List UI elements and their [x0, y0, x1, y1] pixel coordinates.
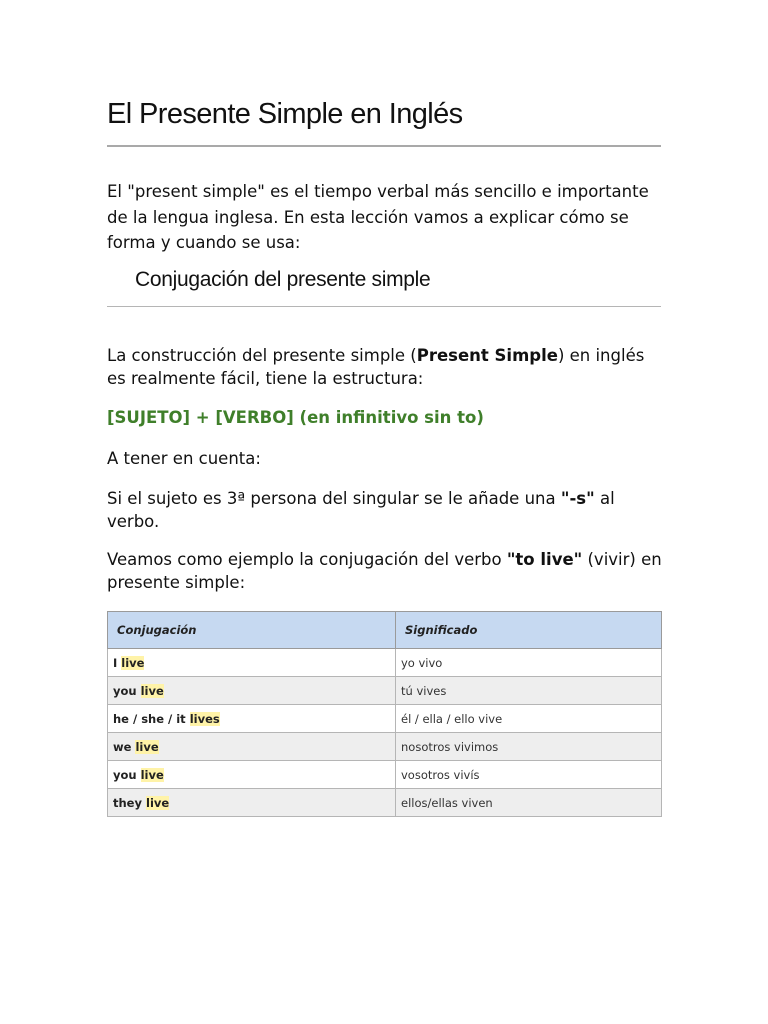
subject-text: I	[113, 655, 118, 670]
rule-bold: "-s"	[560, 489, 595, 508]
verb-highlight: live	[121, 655, 145, 670]
construction-bold: Present Simple	[416, 346, 558, 365]
header-conjugacion: Conjugación	[108, 612, 396, 649]
note-label: A tener en cuenta:	[107, 449, 261, 468]
meaning-cell: él / ella / ello vive	[396, 705, 662, 733]
subject-text: we	[113, 739, 132, 754]
verb-highlight: live	[140, 683, 164, 698]
conjugation-cell	[108, 677, 396, 705]
structure-formula: [SUJETO] + [VERBO] (en infinitivo sin to)	[107, 408, 484, 427]
header-significado: Significado	[396, 612, 662, 649]
construction-paragraph	[107, 344, 667, 390]
example-bold: "to live"	[506, 550, 583, 569]
subject-text: you	[113, 683, 137, 698]
verb-highlight: lives	[189, 711, 220, 726]
verb-highlight: live	[135, 739, 159, 754]
verb-highlight: live	[140, 767, 164, 782]
example-text-start: Veamos como ejemplo la conjugación del verbo	[107, 550, 507, 569]
conjugation-table	[107, 611, 662, 817]
conjugation-cell	[108, 789, 396, 817]
meaning-cell: ellos/ellas viven	[396, 789, 662, 817]
construction-text-end: ) en inglés es realmente fácil, tiene la estructura:	[107, 346, 645, 388]
table-row	[108, 649, 662, 677]
section-title: Conjugación del presente simple	[135, 268, 431, 291]
meaning-cell: vosotros vivís	[396, 761, 662, 789]
table-row	[108, 733, 662, 761]
meaning-cell: yo vivo	[396, 649, 662, 677]
conjugation-cell	[108, 705, 396, 733]
rule-paragraph	[107, 487, 667, 533]
page-title: El Presente Simple en Inglés	[107, 98, 463, 130]
table-row	[108, 705, 662, 733]
table-row	[108, 677, 662, 705]
rule-text-start: Si el sujeto es 3ª persona del singular se le añade una	[107, 489, 561, 508]
subject-text: they	[113, 795, 142, 810]
section-divider	[107, 306, 661, 307]
example-paragraph	[107, 548, 667, 594]
example-text-end: (vivir) en presente simple:	[107, 550, 662, 592]
conjugation-cell	[108, 761, 396, 789]
meaning-cell: nosotros vivimos	[396, 733, 662, 761]
table-header-row	[108, 612, 662, 649]
subject-text: he / she / it	[113, 711, 186, 726]
construction-text-start: La construcción del presente simple (	[107, 346, 417, 365]
table-row	[108, 761, 662, 789]
title-divider	[107, 145, 661, 147]
meaning-cell: tú vives	[396, 677, 662, 705]
conjugation-cell	[108, 733, 396, 761]
rule-text-end: al verbo.	[107, 489, 615, 531]
verb-highlight: live	[146, 795, 170, 810]
subject-text: you	[113, 767, 137, 782]
intro-paragraph: El "present simple" es el tiempo verbal más sencillo e importante de la lengua inglesa. En esta lección vamos a explicar cómo se forma y cuando se usa:	[107, 182, 649, 252]
table-row	[108, 789, 662, 817]
conjugation-cell	[108, 649, 396, 677]
